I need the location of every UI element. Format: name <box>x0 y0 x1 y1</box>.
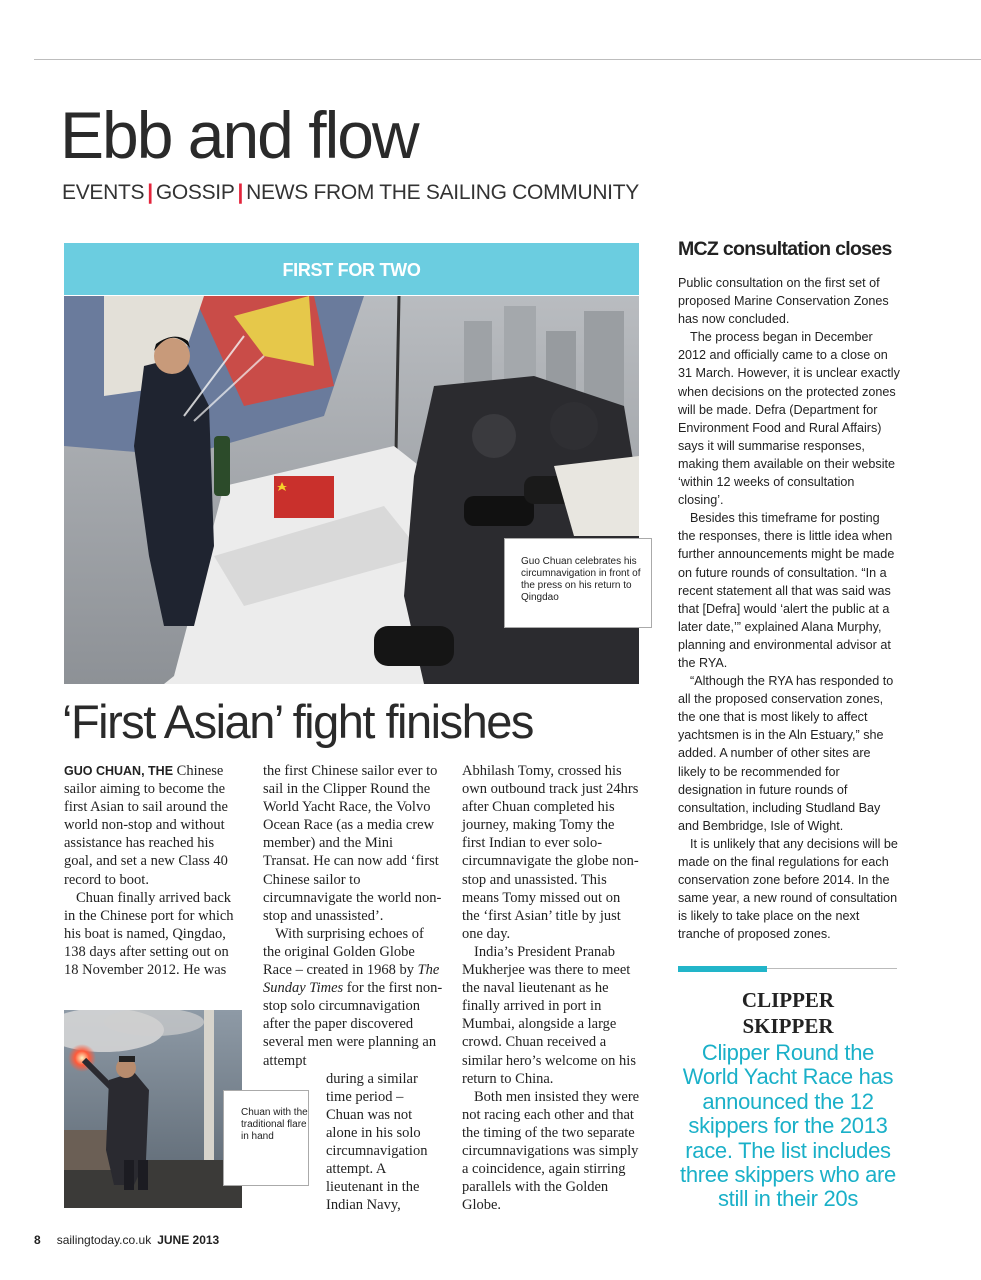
paragraph-text: Chinese sailor aiming to become the first Asian to sail around the world non-stop and without assistance has reached his goal, and set a new Class 40 record to boot. <box>64 763 228 888</box>
subtitle-news: NEWS FROM THE SAILING COMMUNITY <box>246 181 639 204</box>
paragraph: Both men insisted they were not racing each other and that the timing of the two separate circumnavigations was simply a coincidence, again stirring parallels with the Golden Globe. <box>462 1088 640 1214</box>
paragraph <box>263 925 443 1070</box>
article-column-3 <box>462 762 640 1214</box>
clipper-rule-accent <box>678 966 767 972</box>
lead-in: GUO CHUAN, THE <box>64 764 174 778</box>
issue-date: JUNE 2013 <box>157 1233 220 1247</box>
banner-label: FIRST FOR TWO <box>282 260 421 280</box>
paragraph-text: for the first non-stop solo circumnavigation after the paper discovered several men were planning an attempt <box>263 980 443 1069</box>
clipper-heading-line: SKIPPER <box>742 1014 834 1038</box>
section-title: Ebb and flow <box>60 98 418 172</box>
clipper-text: Clipper Round the World Yacht Race has announced the 12 skippers for the 2013 race. The list includes three skippers who are still in their 20s <box>680 1040 896 1212</box>
subtitle-separator: | <box>147 181 153 204</box>
sidebar-article <box>678 274 900 943</box>
paragraph <box>64 762 242 889</box>
article-column-1 <box>64 762 242 979</box>
section-subtitle <box>62 181 639 205</box>
paragraph: The process began in December 2012 and officially came to a close on 31 March. However, it is unclear exactly when decisions on the protected zones will be made. Defra (Department for Environment Food and Rural Affairs) says it will summarise responses, making them available on their website ‘within 12 weeks of consultation closing’. <box>678 330 900 508</box>
paragraph: Public consultation on the first set of proposed Marine Conservation Zones has now concluded. <box>678 276 889 327</box>
clipper-heading <box>678 987 898 1039</box>
top-divider <box>34 59 981 60</box>
flare-photo <box>64 1010 242 1208</box>
paragraph: India’s President Pranab Mukherjee was there to meet the naval lieutenant as he finally arrived in port in Mumbai, alongside a large crowd. Chuan received a similar hero’s welcome on his return to China. <box>462 943 636 1087</box>
paragraph: It is unlikely that any decisions will be made on the final regulations for each conservation zone before 2014. In the same year, a new round of consultation is likely to take place on the next tranche of proposed zones. <box>678 836 898 942</box>
subtitle-events: EVENTS <box>62 181 145 204</box>
clipper-rule <box>767 968 897 969</box>
paragraph: “Although the RYA has responded to all the proposed conservation zones, the one that is most likely to affect yachtsmen is in the Aln Estuary,” she added. A number of other sites are likely to be recommended for designation in future rounds of consultation, including Studland Bay and Bembridge, Isle of Wight. <box>678 674 894 833</box>
subtitle-separator: | <box>237 181 244 204</box>
paragraph: during a similar time period – Chuan was not alone in his solo circumnavigation attempt. A lieutenant in the Indian Navy, <box>326 1070 428 1214</box>
paragraph: Abhilash Tomy, crossed his own outbound track just 24hrs after Chuan completed his journey, making Tomy the first Indian to ever solo-circumnavigate the globe non-stop and unassisted. This means Tomy missed out on the ‘first Asian’ title by just one day. <box>462 763 639 942</box>
newspaper-title: The Sunday Times <box>263 962 440 997</box>
paragraph: Besides this timeframe for posting the responses, there is little idea when further announcements might be made on future rounds of consultation. “In a recent statement all that was said was that [Defra] would ‘alert the public at a later date,’” explained Alana Murphy, planning and environmental advisor at the RYA. <box>678 511 895 670</box>
feature-banner <box>64 243 639 295</box>
sidebar-heading: MCZ consultation closes <box>678 238 892 260</box>
paragraph: Chuan finally arrived back in the Chinese port for which his boat is named, Qingdao, 138 days after setting out on 18 November 2012. He was <box>64 889 234 979</box>
paragraph: the first Chinese sailor ever to sail in the Clipper Round the World Yacht Race, the Volvo Ocean Race (as a media crew member) and the Mini Transat. He can now add ‘first Chinese sailor to circumnavigate the world non-stop and unassisted’. <box>263 763 442 924</box>
clipper-heading-line: CLIPPER <box>741 988 835 1012</box>
flare-caption: Chuan with the traditional flare in hand <box>223 1090 309 1186</box>
page-number: 8 <box>34 1233 41 1247</box>
paragraph-text: With surprising echoes of the original Golden Globe Race – created in 1968 by <box>263 925 424 979</box>
photo-caption: Guo Chuan celebrates his circumnavigation in front of the press on his return to Qingdao <box>504 538 652 628</box>
page-footer <box>34 1233 219 1247</box>
site-url: sailingtoday.co.uk <box>56 1233 152 1247</box>
subtitle-gossip: GOSSIP <box>155 181 235 204</box>
article-headline: ‘First Asian’ fight finishes <box>62 695 533 748</box>
